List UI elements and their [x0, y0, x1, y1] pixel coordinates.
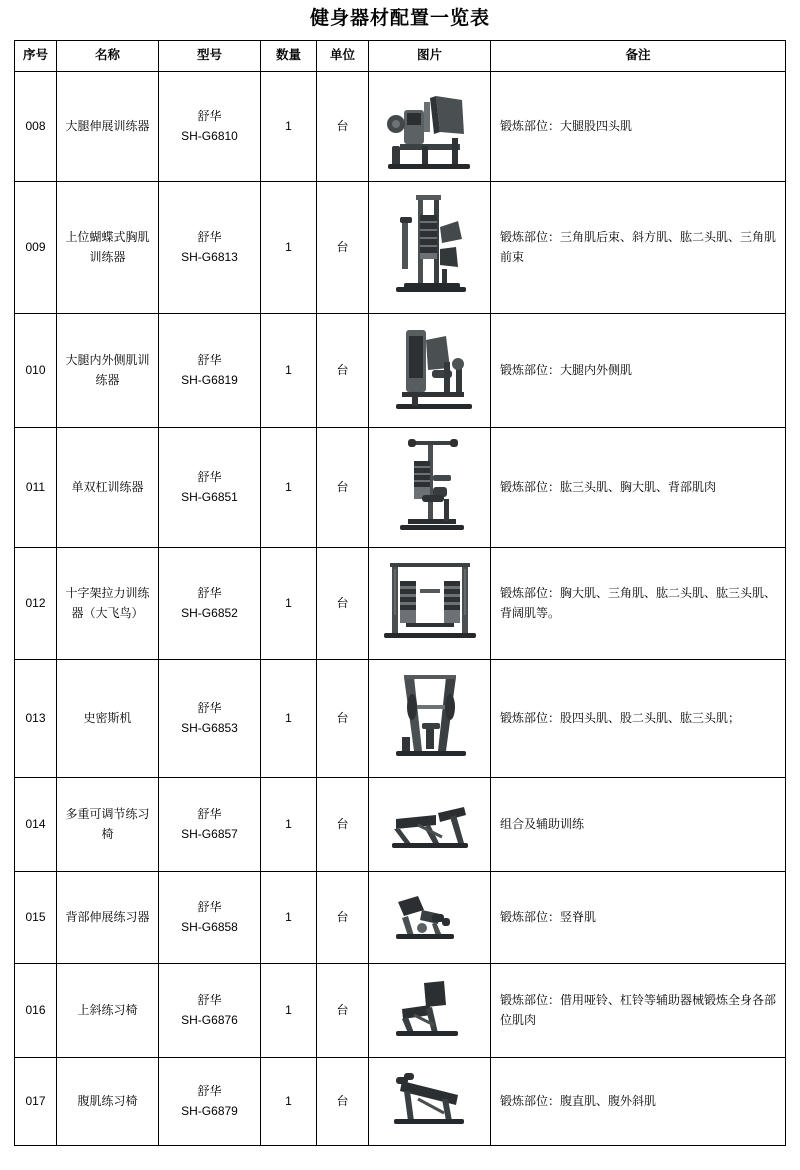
cell-name: 单双杠训练器	[57, 427, 159, 547]
cell-model	[159, 313, 261, 427]
cell-picture	[369, 313, 491, 427]
model-brand: 舒华	[197, 806, 222, 821]
cell-unit: 台	[317, 181, 369, 313]
cell-model	[159, 427, 261, 547]
cell-picture	[369, 427, 491, 547]
cell-unit: 台	[317, 777, 369, 871]
cell-model	[159, 871, 261, 963]
cell-no: 012	[15, 547, 57, 659]
page-title: 健身器材配置一览表	[309, 8, 490, 29]
column-header-remark: 备注	[491, 40, 786, 71]
cell-picture	[369, 181, 491, 313]
cell-unit: 台	[317, 871, 369, 963]
leg-extension-machine-photo	[374, 80, 486, 172]
cell-no: 011	[15, 427, 57, 547]
cell-model	[159, 963, 261, 1057]
model-brand: 舒华	[197, 585, 222, 600]
decline-ab-bench-photo	[374, 1069, 486, 1133]
cell-no: 014	[15, 777, 57, 871]
cell-picture	[369, 547, 491, 659]
back-extension-bench-photo	[374, 884, 486, 950]
cell-remark: 锻炼部位：借用哑铃、杠铃等辅助器械锻炼全身各部位肌肉	[491, 963, 786, 1057]
cell-no: 013	[15, 659, 57, 777]
cell-remark: 锻炼部位：三角肌后束、斜方肌、肱二头肌、三角肌前束	[491, 181, 786, 313]
hip-adductor-machine-photo	[374, 322, 486, 418]
model-code: SH-G6858	[181, 920, 238, 935]
table-header-row	[15, 40, 786, 71]
cell-name: 大腿内外侧肌训练器	[57, 313, 159, 427]
cell-unit: 台	[317, 963, 369, 1057]
cell-qty: 1	[261, 777, 317, 871]
cell-qty: 1	[261, 1057, 317, 1145]
model-code: SH-G6813	[181, 250, 238, 265]
cell-picture	[369, 963, 491, 1057]
cell-name: 腹肌练习椅	[57, 1057, 159, 1145]
cell-name: 多重可调节练习椅	[57, 777, 159, 871]
smith-machine-photo	[374, 667, 486, 769]
model-code: SH-G6857	[181, 827, 238, 842]
cell-name: 史密斯机	[57, 659, 159, 777]
cell-name: 上斜练习椅	[57, 963, 159, 1057]
table-row	[15, 313, 786, 427]
cell-remark: 组合及辅助训练	[491, 777, 786, 871]
equipment-table	[14, 40, 786, 1146]
cell-qty: 1	[261, 871, 317, 963]
cell-no: 008	[15, 71, 57, 181]
table-row	[15, 1057, 786, 1145]
cell-no: 009	[15, 181, 57, 313]
cell-remark: 锻炼部位：大腿股四头肌	[491, 71, 786, 181]
cell-unit: 台	[317, 427, 369, 547]
cell-unit: 台	[317, 547, 369, 659]
cell-qty: 1	[261, 963, 317, 1057]
cell-no: 010	[15, 313, 57, 427]
cell-no: 016	[15, 963, 57, 1057]
table-row	[15, 427, 786, 547]
pec-fly-machine-photo	[374, 191, 486, 303]
table-row	[15, 777, 786, 871]
table-row	[15, 181, 786, 313]
model-code: SH-G6819	[181, 373, 238, 388]
column-header-no: 序号	[15, 40, 57, 71]
cell-name: 大腿伸展训练器	[57, 71, 159, 181]
cell-name: 十字架拉力训练器（大飞鸟）	[57, 547, 159, 659]
cell-no: 017	[15, 1057, 57, 1145]
cell-qty: 1	[261, 313, 317, 427]
cell-qty: 1	[261, 427, 317, 547]
cell-qty: 1	[261, 659, 317, 777]
cell-unit: 台	[317, 313, 369, 427]
table-row	[15, 659, 786, 777]
column-header-unit: 单位	[317, 40, 369, 71]
model-brand: 舒华	[197, 108, 222, 123]
cell-picture	[369, 777, 491, 871]
table-body	[15, 71, 786, 1145]
column-header-picture: 图片	[369, 40, 491, 71]
model-brand: 舒华	[197, 1083, 222, 1098]
cell-name: 上位蝴蝶式胸肌训练器	[57, 181, 159, 313]
column-header-model: 型号	[159, 40, 261, 71]
column-header-name: 名称	[57, 40, 159, 71]
cable-crossover-machine-photo	[374, 555, 486, 651]
cell-no: 015	[15, 871, 57, 963]
table-row	[15, 547, 786, 659]
cell-model	[159, 659, 261, 777]
cell-picture	[369, 659, 491, 777]
cell-remark: 锻炼部位：股四头肌、股二头肌、肱三头肌；	[491, 659, 786, 777]
cell-remark: 锻炼部位：大腿内外侧肌	[491, 313, 786, 427]
model-brand: 舒华	[197, 700, 222, 715]
dip-chin-assist-machine-photo	[374, 435, 486, 539]
table-row	[15, 71, 786, 181]
cell-picture	[369, 1057, 491, 1145]
model-brand: 舒华	[197, 899, 222, 914]
cell-picture	[369, 71, 491, 181]
cell-model	[159, 547, 261, 659]
cell-qty: 1	[261, 181, 317, 313]
model-brand: 舒华	[197, 469, 222, 484]
table-row	[15, 963, 786, 1057]
model-code: SH-G6853	[181, 721, 238, 736]
cell-remark: 锻炼部位：腹直肌、腹外斜肌	[491, 1057, 786, 1145]
cell-unit: 台	[317, 659, 369, 777]
cell-model	[159, 777, 261, 871]
column-header-qty: 数量	[261, 40, 317, 71]
model-code: SH-G6876	[181, 1013, 238, 1028]
cell-remark: 锻炼部位：胸大肌、三角肌、肱二头肌、肱三头肌、背阔肌等。	[491, 547, 786, 659]
incline-bench-photo	[374, 975, 486, 1045]
model-code: SH-G6851	[181, 490, 238, 505]
table-row	[15, 871, 786, 963]
cell-qty: 1	[261, 547, 317, 659]
adjustable-bench-photo	[374, 791, 486, 857]
model-brand: 舒华	[197, 352, 222, 367]
cell-remark: 锻炼部位：肱三头肌、胸大肌、背部肌肉	[491, 427, 786, 547]
cell-model	[159, 71, 261, 181]
cell-remark: 锻炼部位：竖脊肌	[491, 871, 786, 963]
model-brand: 舒华	[197, 229, 222, 244]
cell-model	[159, 1057, 261, 1145]
model-code: SH-G6852	[181, 606, 238, 621]
cell-name: 背部伸展练习器	[57, 871, 159, 963]
cell-unit: 台	[317, 71, 369, 181]
model-brand: 舒华	[197, 992, 222, 1007]
model-code: SH-G6810	[181, 129, 238, 144]
model-code: SH-G6879	[181, 1104, 238, 1119]
cell-unit: 台	[317, 1057, 369, 1145]
table-header	[15, 40, 786, 71]
cell-qty: 1	[261, 71, 317, 181]
cell-model	[159, 181, 261, 313]
cell-picture	[369, 871, 491, 963]
